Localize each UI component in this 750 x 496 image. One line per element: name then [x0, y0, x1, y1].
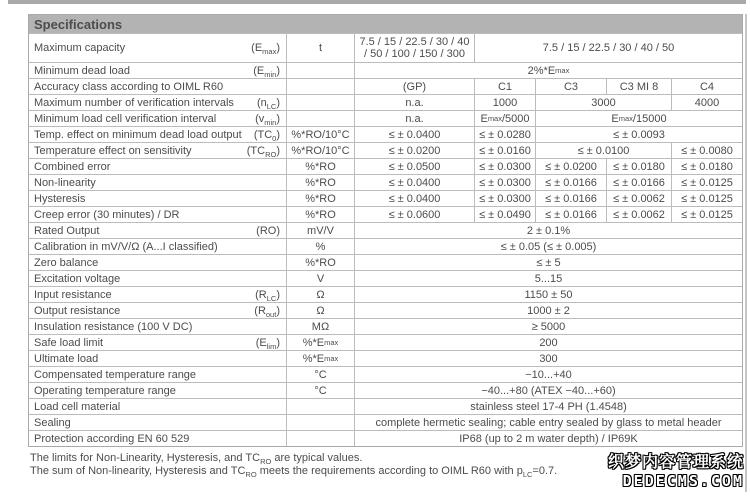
parameter-name: Calibration in mV/V/Ω (A...I classified)	[34, 240, 218, 253]
value-cell: ≤ ± 0.0166	[606, 174, 671, 190]
table-row	[29, 142, 742, 158]
table-row	[29, 174, 742, 190]
value-cell: ≤ ± 0.0166	[535, 206, 606, 222]
parameter-cell	[29, 174, 286, 190]
parameter-name: Temp. effect on minimum dead load output	[34, 128, 242, 141]
parameter-name: Load cell material	[34, 400, 121, 413]
value-cell: ≤ ± 0.0300	[474, 158, 535, 174]
parameter-cell	[29, 334, 286, 350]
top-horizontal-rule	[8, 0, 746, 4]
table-row	[29, 302, 742, 318]
parameter-symbol: $(n_{LC})$	[256, 96, 280, 111]
parameter-cell	[29, 414, 286, 430]
unit-cell: MΩ	[286, 318, 354, 334]
parameter-cell	[29, 302, 286, 318]
value-cell: 2%*E max	[354, 62, 742, 78]
parameter-cell	[29, 78, 286, 94]
value-cell: ≤ ± 0.0062	[606, 206, 671, 222]
parameter-symbol: $(v_{min})$	[255, 112, 280, 127]
parameter-symbol: $(TC_0)$	[253, 128, 280, 143]
parameter-cell	[29, 286, 286, 302]
value-cell: (GP)	[354, 78, 474, 94]
unit-cell: %*RO	[286, 190, 354, 206]
parameter-cell	[29, 350, 286, 366]
value-cell: 1150 ± 50	[354, 286, 742, 302]
table-row	[29, 350, 742, 366]
parameter-cell	[29, 110, 286, 126]
table-row	[29, 318, 742, 334]
parameter-cell	[29, 126, 286, 142]
table-row	[29, 414, 742, 430]
parameter-name: Safe load limit	[34, 336, 104, 349]
parameter-symbol: $(E_{min})$	[253, 64, 280, 79]
watermark-chinese-text: 织梦内容管理系统	[607, 454, 744, 471]
value-cell: complete hermetic sealing; cable entry sealed by glass to metal header	[354, 414, 742, 430]
parameter-name: Output resistance	[34, 304, 121, 317]
value-cell: ≤ ± 0.0160	[474, 142, 535, 158]
parameter-cell	[29, 62, 286, 78]
value-cell: 7.5 / 15 / 22.5 / 30 / 40 / 50 / 100 / 150 / 300	[354, 33, 474, 62]
value-cell: ≤ ± 0.0125	[671, 174, 742, 190]
value-cell: ≤ ± 0.0125	[671, 206, 742, 222]
value-cell: ≤ ± 0.0180	[671, 158, 742, 174]
table-row	[29, 78, 742, 94]
parameter-cell	[29, 238, 286, 254]
value-cell: ≤ ± 0.0200	[535, 158, 606, 174]
table-row	[29, 286, 742, 302]
value-cell: 300	[354, 350, 742, 366]
parameter-cell	[29, 190, 286, 206]
parameter-name: Non-linearity	[34, 176, 96, 189]
value-cell: ≤ ± 0.0200	[354, 142, 474, 158]
footnote-line-2: The sum of Non-linearity, Hysteresis and $TC_{RO}$ meets the requirements according to OIML R60 with $p_{LC}=0.7$.	[30, 465, 558, 480]
watermark	[608, 449, 744, 490]
value-cell: ≤ ± 0.0400	[354, 190, 474, 206]
value-cell: −40...+80 (ATEX −40...+60)	[354, 382, 742, 398]
value-cell: ≤ ± 0.0400	[354, 126, 474, 142]
footnotes	[30, 452, 557, 478]
unit-cell: %*RO	[286, 174, 354, 190]
table-title: Specifications	[34, 16, 123, 32]
table-row	[29, 62, 742, 78]
table-row	[29, 126, 742, 142]
value-cell: C3	[535, 78, 606, 94]
value-cell: 5...15	[354, 270, 742, 286]
unit-cell	[286, 398, 354, 414]
unit-cell: %*RO/10°C	[286, 142, 354, 158]
unit-cell	[286, 414, 354, 430]
parameter-name: Input resistance	[34, 288, 112, 301]
parameter-name: Maximum number of verification intervals	[34, 96, 234, 109]
parameter-cell	[29, 33, 286, 62]
value-cell: 3000	[535, 94, 671, 110]
parameter-cell	[29, 254, 286, 270]
parameter-name: Zero balance	[34, 256, 99, 269]
parameter-name: Temperature effect on sensitivity	[34, 144, 192, 157]
unit-cell: t	[286, 33, 354, 62]
value-cell: ≤ ± 0.0500	[354, 158, 474, 174]
table-row	[29, 398, 742, 414]
parameter-name: Excitation voltage	[34, 272, 121, 285]
value-cell: ≤ ± 0.0180	[606, 158, 671, 174]
unit-cell	[286, 78, 354, 94]
unit-cell: %*RO	[286, 206, 354, 222]
value-cell: −10...+40	[354, 366, 742, 382]
parameter-symbol: $(E_{max})$	[251, 42, 280, 57]
value-cell: ≤ ± 0.0300	[474, 190, 535, 206]
value-cell: ≤ ± 0.0125	[671, 190, 742, 206]
value-cell: C3 MI 8	[606, 78, 671, 94]
value-cell: ≤ ± 0.0600	[354, 206, 474, 222]
value-cell: 1000 ± 2	[354, 302, 742, 318]
table-row	[29, 254, 742, 270]
value-cell: C4	[671, 78, 742, 94]
parameter-symbol: (RO)	[256, 224, 280, 237]
parameter-name: Protection according EN 60 529	[34, 432, 190, 445]
value-cell: ≤ ± 0.0400	[354, 174, 474, 190]
page-edge-rule	[745, 14, 747, 492]
value-cell: ≤ ± 0.05 (≤ ± 0.005)	[354, 238, 742, 254]
unit-cell: %*RO/10°C	[286, 126, 354, 142]
parameter-cell	[29, 94, 286, 110]
parameter-cell	[29, 318, 286, 334]
unit-cell	[286, 430, 354, 446]
table-row	[29, 334, 742, 350]
value-cell: ≤ ± 0.0080	[671, 142, 742, 158]
table-row	[29, 238, 742, 254]
watermark-domain-text: DEDECMS.COM	[622, 472, 744, 490]
parameter-symbol: $(E_{lim})$	[255, 336, 280, 351]
parameter-name: Hysteresis	[34, 192, 86, 205]
parameter-name: Creep error (30 minutes) / DR	[34, 208, 180, 221]
table-row	[29, 94, 742, 110]
parameter-name: Minimum dead load	[34, 64, 130, 77]
unit-cell: Ω	[286, 286, 354, 302]
value-cell: ≤ ± 0.0166	[535, 190, 606, 206]
unit-cell: V	[286, 270, 354, 286]
value-cell: stainless steel 17-4 PH (1.4548)	[354, 398, 742, 414]
table-row	[29, 158, 742, 174]
value-cell: IP68 (up to 2 m water depth) / IP69K	[354, 430, 742, 446]
parameter-symbol: $(TC_{RO})$	[246, 144, 280, 159]
specifications-table	[28, 14, 743, 447]
unit-cell: °C	[286, 366, 354, 382]
table-row	[29, 382, 742, 398]
unit-cell: %*RO	[286, 254, 354, 270]
unit-cell	[286, 62, 354, 78]
parameter-name: Operating temperature range	[34, 384, 176, 397]
unit-cell: Ω	[286, 302, 354, 318]
parameter-cell	[29, 222, 286, 238]
parameter-symbol: $(R_{LC})$	[255, 288, 280, 303]
unit-cell: %*E max	[286, 350, 354, 366]
value-cell: 4000	[671, 94, 742, 110]
value-cell: ≤ ± 0.0093	[535, 126, 742, 142]
parameter-name: Sealing	[34, 416, 71, 429]
parameter-cell	[29, 142, 286, 158]
table-row	[29, 110, 742, 126]
parameter-symbol: $(R_{out})$	[254, 304, 280, 319]
table-title-bar	[29, 14, 742, 33]
table-row	[29, 366, 742, 382]
footnote-line-1: The limits for Non-Linearity, Hysteresis, and $TC_{RO}$ are typical values.	[30, 452, 363, 467]
unit-cell: %*E max	[286, 334, 354, 350]
table-row	[29, 33, 742, 62]
parameter-name: Ultimate load	[34, 352, 99, 365]
value-cell: 1000	[474, 94, 535, 110]
value-cell: ≤ ± 0.0300	[474, 174, 535, 190]
value-cell: 200	[354, 334, 742, 350]
parameter-cell	[29, 270, 286, 286]
value-cell: 7.5 / 15 / 22.5 / 30 / 40 / 50	[474, 33, 742, 62]
table-row	[29, 430, 742, 446]
value-cell: ≤ ± 5	[354, 254, 742, 270]
parameter-cell	[29, 430, 286, 446]
parameter-cell	[29, 366, 286, 382]
unit-cell: °C	[286, 382, 354, 398]
value-cell: ≤ ± 0.0166	[535, 174, 606, 190]
value-cell: ≤ ± 0.0100	[535, 142, 671, 158]
parameter-cell	[29, 206, 286, 222]
parameter-cell	[29, 382, 286, 398]
parameter-name: Maximum capacity	[34, 42, 126, 54]
unit-cell: mV/V	[286, 222, 354, 238]
table-row	[29, 190, 742, 206]
value-cell: 2 ± 0.1%	[354, 222, 742, 238]
table-body	[29, 33, 742, 446]
unit-cell	[286, 110, 354, 126]
table-row	[29, 222, 742, 238]
parameter-name: Minimum load cell verification interval	[34, 112, 217, 125]
parameter-cell	[29, 398, 286, 414]
unit-cell: %*RO	[286, 158, 354, 174]
value-cell: ≥ 5000	[354, 318, 742, 334]
parameter-name: Accuracy class according to OIML R60	[34, 80, 224, 93]
value-cell: n.a.	[354, 110, 474, 126]
parameter-name: Compensated temperature range	[34, 368, 197, 381]
unit-cell	[286, 94, 354, 110]
parameter-cell	[29, 158, 286, 174]
value-cell: ≤ ± 0.0062	[606, 190, 671, 206]
value-cell: C1	[474, 78, 535, 94]
parameter-name: Combined error	[34, 160, 111, 173]
value-cell: ≤ ± 0.0490	[474, 206, 535, 222]
parameter-name: Insulation resistance (100 V DC)	[34, 320, 193, 333]
table-row	[29, 206, 742, 222]
value-cell: E max /5000	[474, 110, 535, 126]
unit-cell: %	[286, 238, 354, 254]
table-row	[29, 270, 742, 286]
parameter-name: Rated Output	[34, 224, 100, 237]
value-cell: E max /15000	[535, 110, 742, 126]
value-cell: n.a.	[354, 94, 474, 110]
value-cell: ≤ ± 0.0280	[474, 126, 535, 142]
